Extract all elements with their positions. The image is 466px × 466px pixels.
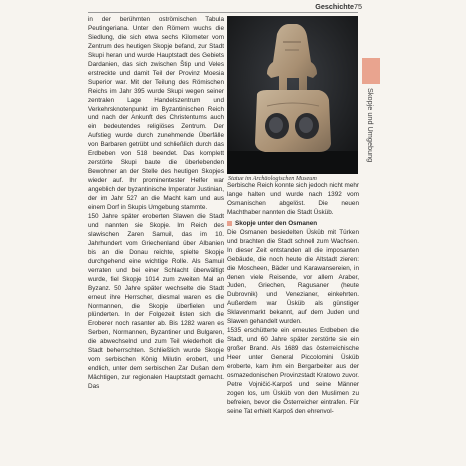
header-section-title: Geschichte: [315, 2, 354, 11]
paragraph: in der berühmten oströmischen Tabula Peutingeriana. Unter den Römern wuchs die Siedlung, die sich etwa sechs Kilometer vom Zentrum des heutigen Skopje befand, zur Stadt Skupi heran und wurde Hauptstadt des Gebiets Dardanien, das sich zwischen Štip und Veles erstreckte und damit Teil der Provinz Moesia Superior war. Mit der Teilung des Römischen Reichs im Jahr 395 wurde Skupi wegen seiner zentralen Lage Handelszentrum und Verkehrsknotenpunkt im Byzantinischen Reich und nach der Ankunft des Christentums auch ein bedeutendes religiöses Zentrum. Der Aufstieg wurde durch zunehmende Überfälle von Barbaren getrübt und schließlich durch das Erdbeben von 518 beendet. Das komplett zerstörte Skupi baute die überlebenden Bewohner an der Stelle des heutigen Skopjes wieder auf. Ihr prominentester Helfer war angeblich der byzantinische Imperator Justinian, der im Jahr 527 an die Macht kam und aus einem Dorf in Skupis Umgebung stammte.: [88, 16, 224, 212]
section-subheading: [227, 220, 359, 229]
chapter-tab-marker: [362, 58, 380, 84]
photo-caption: Statue im Archäologischen Museum: [228, 175, 317, 182]
statue-image: [227, 16, 358, 174]
side-label-text: Skopje und Umgebung: [366, 88, 375, 163]
chapter-side-label: [363, 88, 377, 208]
paragraph: 1535 erschütterte ein erneutes Erdbeben die Stadt, und 60 Jahre später zerstörte sie ein großer Brand. Als 1689 das österreichische Heer unter General Piccolomini Üsküb eroberte, kam ihm ein Bergarbeiter aus der osmazedonischen Provinzstadt Kratowo zuvor. Petre Vojničić-Karpoš und seine Männer zogen los, um Üsküb von den Muslimen zu befreien, bevor die Österreicher eintrafen. Für seine Tat erhielt Karpoš den ehrenvol-: [227, 327, 359, 415]
square-bullet-icon: [227, 221, 232, 226]
paragraph: Die Osmanen besiedelten Üsküb mit Türken und brachten die Stadt schnell zum Wachsen. In dieser Zeit entstanden all die imposanten Gebäude, die noch heute die Altstadt zieren: die Moscheen, Bäder und Karawansereien, in denen viele Reisende, vor allem Araber, Juden, Griechen, Ragusaner (heute Dubrovnik) und Venezianer, einkehrten. Außerdem war Üsküb als günstiger Sklavenmarkt bekannt, auf dem Juden und Slawen gehandelt wurden.: [227, 228, 359, 326]
right-text-column: [227, 182, 359, 417]
paragraph: Serbische Reich konnte sich jedoch nicht mehr lange halten und wurde nach 1392 vom Osmanischen abgelöst. Die neuen Machthaber nannten die Stadt Üsküb.: [227, 182, 359, 216]
left-text-column: [88, 16, 224, 392]
header-rule: [88, 12, 358, 13]
page-number: 75: [354, 2, 362, 11]
subheading-text: Skopje unter den Osmanen: [235, 219, 318, 227]
statue-photo: [227, 16, 358, 174]
paragraph: 150 Jahre später eroberten Slawen die Stadt und nannten sie Skopje. Im Reich des slawischen Zaren Samuil, das im 10. Jahrhundert vom Griechenland über Albanien bis an die Donau reichte, spielte Skopje durchgehend eine wichtige Rolle. Als Samuil verraten und bei einer Schlacht überwältigt wurde, fiel Skopje 1014 zum zweiten Mal an Byzanz. 50 Jahre später wechselte die Stadt erneut ihre Herrscher, diesmal waren es die Normannen, die Skopje überfielen und plünderten. In der Folgezeit listen sich die Eroberer noch rasanter ab. Bis 1282 waren es Serben, Normannen, Byzantiner und Bulgaren, die abwechselnd und zum Teil wiederholt die Stadt beherrschten. Schließlich wurde Skopje vom serbischen König Milutin erobert, und endlich, unter dem serbischen Zar Dušan dem Mächtigen, zur regionalen Hauptstadt gemacht. Das: [88, 212, 224, 391]
